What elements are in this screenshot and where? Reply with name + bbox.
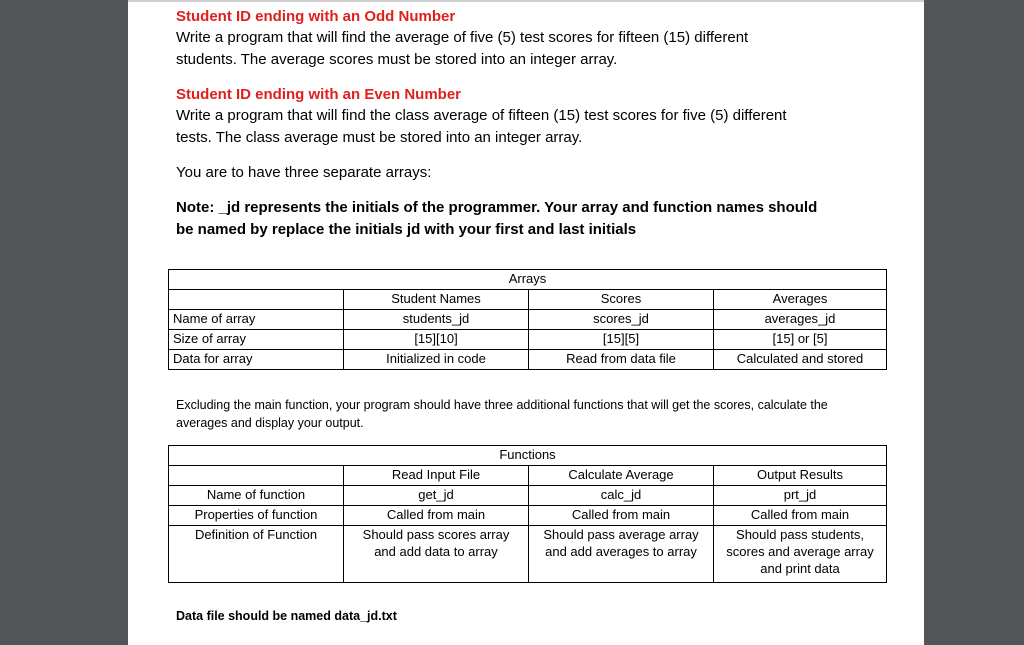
arrays-row-label: Data for array (169, 350, 344, 370)
definition-text: scores and average array (726, 544, 874, 559)
definition-text: Should pass scores array (362, 527, 510, 542)
functions-row-label: Name of function (169, 486, 344, 506)
functions-header-read-input: Read Input File (344, 466, 529, 486)
definition-text: and add averages to array (545, 544, 697, 559)
functions-header-calculate: Calculate Average (529, 466, 714, 486)
table-row (169, 310, 887, 330)
note-line-2: be named by replace the initials jd with your first and last initials (176, 221, 637, 238)
arrays-row-label: Name of array (169, 310, 344, 330)
functions-cell: Called from main (529, 506, 714, 526)
arrays-table-title: Arrays (169, 270, 887, 290)
arrays-cell: [15][5] (529, 330, 714, 350)
functions-cell: calc_jd (529, 486, 714, 506)
table-row (169, 350, 887, 370)
arrays-header-scores: Scores (529, 290, 714, 310)
functions-cell (529, 526, 714, 583)
functions-row-label: Properties of function (169, 506, 344, 526)
document-page (128, 0, 924, 645)
odd-paragraph-line-1: Write a program that will find the average of five (5) test scores for fifteen (15) different (176, 29, 749, 46)
arrays-cell: Calculated and stored (714, 350, 887, 370)
functions-header-output: Output Results (714, 466, 887, 486)
even-paragraph-line-1: Write a program that will find the class average of fifteen (15) test scores for five (5) different (176, 107, 787, 124)
arrays-cell: averages_jd (714, 310, 887, 330)
arrays-header-averages: Averages (714, 290, 887, 310)
arrays-header-student-names: Student Names (344, 290, 529, 310)
functions-intro-line-1: Excluding the main function, your program should have three additional functions that will get the scores, calculate the (176, 398, 828, 412)
table-row (169, 526, 887, 583)
document-content (173, 2, 886, 625)
intro-text: You are to have three separate arrays: (176, 164, 432, 181)
functions-table (168, 445, 887, 583)
odd-heading: Student ID ending with an Odd Number (176, 8, 456, 25)
even-paragraph-line-2: tests. The class average must be stored into an integer array. (176, 129, 583, 146)
arrays-header-blank (169, 290, 344, 310)
arrays-cell: [15][10] (344, 330, 529, 350)
note-line-1: Note: _jd represents the initials of the programmer. Your array and function names should (176, 199, 818, 216)
definition-text: and add data to array (374, 544, 498, 559)
table-row (169, 486, 887, 506)
functions-cell (714, 526, 887, 583)
arrays-row-label: Size of array (169, 330, 344, 350)
footer-text: Data file should be named data_jd.txt (176, 609, 397, 623)
definition-text: Should pass average array (543, 527, 699, 542)
definition-text: Should pass students, (736, 527, 864, 542)
functions-cell (344, 526, 529, 583)
odd-paragraph-line-2: students. The average scores must be stored into an integer array. (176, 51, 618, 68)
functions-row-label: Definition of Function (169, 526, 344, 583)
functions-table-title: Functions (169, 446, 887, 466)
functions-header-blank (169, 466, 344, 486)
arrays-cell: Initialized in code (344, 350, 529, 370)
functions-cell: Called from main (714, 506, 887, 526)
arrays-cell: Read from data file (529, 350, 714, 370)
even-heading: Student ID ending with an Even Number (176, 86, 462, 103)
table-row (169, 506, 887, 526)
functions-cell: prt_jd (714, 486, 887, 506)
arrays-cell: scores_jd (529, 310, 714, 330)
arrays-cell: students_jd (344, 310, 529, 330)
functions-cell: Called from main (344, 506, 529, 526)
arrays-table (168, 269, 887, 370)
definition-text: and print data (760, 561, 840, 576)
functions-cell: get_jd (344, 486, 529, 506)
table-row (169, 330, 887, 350)
functions-intro-line-2: averages and display your output. (176, 416, 364, 430)
arrays-cell: [15] or [5] (714, 330, 887, 350)
